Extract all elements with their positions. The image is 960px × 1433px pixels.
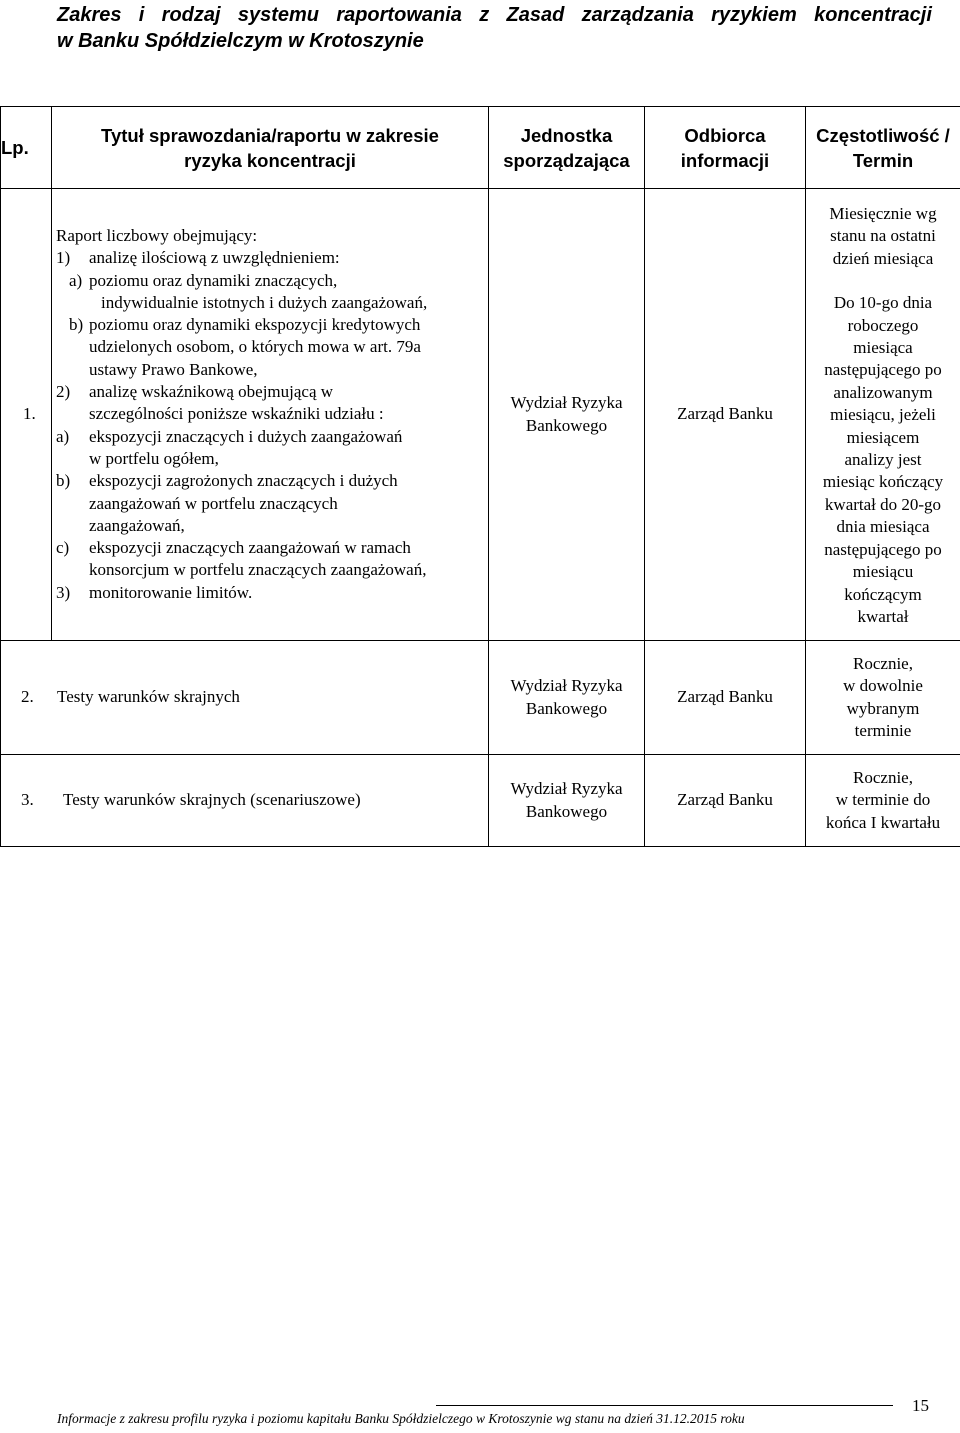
reporting-table [0,106,960,847]
table-row [1,189,960,641]
row-description: Testy warunków skrajnych [57,687,240,707]
desc-line [56,247,488,269]
freq-gap [806,270,960,292]
desc-line: indywidualnie istotnych i dużych zaangażowań, [101,292,428,312]
desc-line: zaangażowań, [89,515,185,535]
footer-rule [436,1405,893,1406]
freq-line: analizy jest [844,450,922,470]
list-marker: 1) [56,248,71,268]
list-marker: b) [69,315,84,335]
freq-line: wybranym [846,698,920,718]
desc-line [56,381,488,403]
header-frequency-line: Termin [852,149,914,171]
freq-line: Rocznie, [853,767,913,787]
row-lp-desc [1,641,489,755]
row-frequency [806,189,960,641]
title-word: Zasad [506,4,565,26]
title-line-1 [57,2,932,28]
title-word: raportowania [336,4,462,26]
header-unit [489,107,645,189]
desc-text: analizę wskaźnikową obejmującą w [89,382,334,402]
desc-line [56,270,488,292]
desc-text: poziomu oraz dynamiki znaczących, [89,270,338,290]
desc-line: w portfelu ogółem, [89,448,219,468]
title-word: ryzykiem [711,4,797,26]
row-recipient: Zarząd Banku [645,755,806,847]
freq-line: kwartał [857,606,909,626]
unit-line: Bankowego [525,698,608,718]
header-recipient [645,107,806,189]
row-recipient: Zarząd Banku [645,641,806,755]
page-number: 15 [912,1396,929,1415]
desc-line [56,314,488,336]
freq-line: kończącym [844,584,922,604]
freq-line: Rocznie, [853,653,913,673]
freq-line: końca I kwartału [825,812,941,832]
table-row [1,755,960,847]
freq-line: Do 10-go dnia [833,293,933,313]
desc-text: ekspozycji znaczących i dużych zaangażowań [89,426,403,446]
freq-line: dzień miesiąca [832,248,934,268]
list-marker: b) [56,471,71,491]
list-marker: a) [56,426,70,446]
row-lp-desc [1,755,489,847]
header-unit-line: Jednostka [520,124,613,146]
desc-text: poziomu oraz dynamiki ekspozycji kredytowych [89,315,421,335]
unit-line: Bankowego [525,415,608,435]
desc-text: monitorowanie limitów. [89,582,253,602]
row-frequency [806,641,960,755]
desc-text: ekspozycji zagrożonych znaczących i dużych [89,471,398,491]
title-word: i [138,4,145,26]
freq-line: dnia miesiąca [836,517,930,537]
header-recipient-line: Odbiorca [684,124,766,146]
row-recipient: Zarząd Banku [645,189,806,641]
unit-line: Wydział Ryzyka [510,779,623,799]
unit-line: Wydział Ryzyka [510,676,623,696]
desc-line: udzielonych osobom, o których mowa w art. 79a [89,337,421,357]
desc-text: ekspozycji znaczących zaangażowań w ramach [89,538,411,558]
desc-line [56,537,488,559]
freq-line: następującego po [824,360,942,380]
freq-line: stanu na ostatni [830,226,936,246]
freq-line: w terminie do [835,790,931,810]
header-lp: Lp. [1,107,52,189]
freq-line: następującego po [824,539,942,559]
unit-line: Bankowego [525,801,608,821]
freq-line: miesiąca [853,338,913,358]
title-line-2: w Banku Spółdzielczym w Krotoszynie [57,30,424,52]
row-description [52,189,489,641]
freq-line: kwartał do 20-go [824,494,942,514]
desc-line [56,470,488,492]
list-marker: a) [69,270,83,290]
desc-line: Raport liczbowy obejmujący: [56,225,258,245]
title-word: zarządzania [581,4,694,26]
list-marker: 3) [56,582,71,602]
title-word: Zakres [57,4,122,26]
header-unit-line: sporządzająca [503,149,630,171]
freq-line: miesiąc kończący [822,472,944,492]
desc-line [56,426,488,448]
list-marker: c) [56,538,70,558]
freq-line: w dowolnie [843,676,923,696]
table-row [1,641,960,755]
freq-line: miesiącem [846,427,920,447]
freq-line: Miesięcznie wg [829,204,937,223]
row-unit [489,755,645,847]
header-recipient-line: informacji [680,149,770,171]
row-unit [489,189,645,641]
header-frequency [806,107,960,189]
row-description: Testy warunków skrajnych (scenariuszowe) [63,790,361,810]
freq-line: analizowanym [833,382,933,402]
desc-line [56,582,488,604]
table-header-row [1,107,960,189]
freq-line: terminie [854,720,912,740]
row-lp: 2. [21,687,34,707]
freq-line: roboczego [847,315,919,335]
header-report-title-line: ryzyka koncentracji [184,149,356,171]
freq-line: miesiącu [852,562,914,582]
header-report-title [52,107,489,189]
list-marker: 2) [56,382,71,402]
desc-line: konsorcjum w portfelu znaczących zaangażowań, [89,560,427,580]
title-word: rodzaj [161,4,221,26]
row-unit [489,641,645,755]
row-frequency [806,755,960,847]
freq-line: miesiącu, jeżeli [830,405,936,425]
document-title [57,2,932,54]
row-lp: 3. [21,790,34,810]
desc-line: ustawy Prawo Bankowe, [89,359,258,379]
desc-line: szczególności poniższe wskaźniki udziału : [89,404,384,424]
header-report-title-line: Tytuł sprawozdania/raportu w zakresie [101,124,439,146]
row-lp: 1. [1,189,52,641]
desc-text: analizę ilościową z uwzględnieniem: [89,248,340,268]
title-word: systemu [237,4,320,26]
title-word: koncentracji [814,4,932,26]
title-word: z [479,4,490,26]
page-footer: Informacje z zakresu profilu ryzyka i poziomu kapitału Banku Spółdzielczego w Krotoszynie wg stanu na dzień 31.12.2015 roku [57,1411,745,1426]
header-frequency-line: Częstotliwość / [816,124,950,146]
unit-line: Wydział Ryzyka [510,393,623,413]
desc-line: zaangażowań w portfelu znaczących [89,493,338,513]
